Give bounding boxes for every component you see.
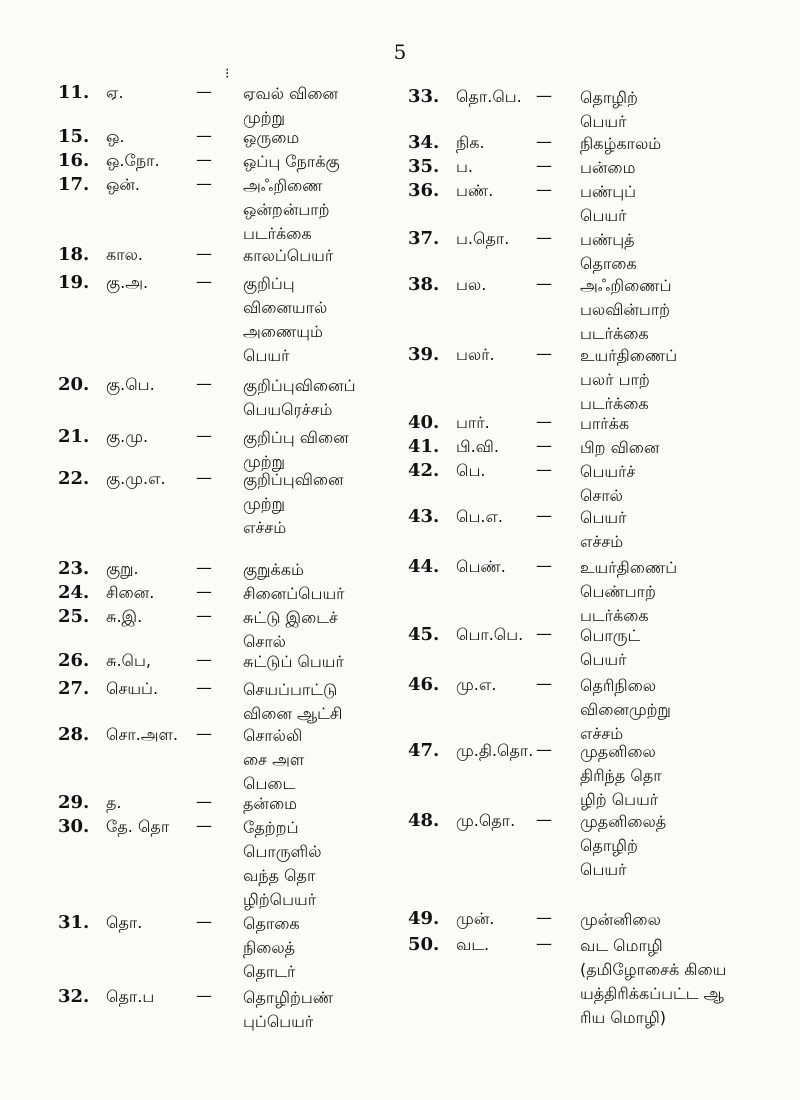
entry-abbreviation: தொ.பெ. (456, 87, 522, 106)
meaning-line: பெயர் (580, 206, 627, 225)
meaning-line: எச்சம் (243, 518, 287, 537)
entry-number: 18. (58, 244, 90, 265)
meaning-line: ழிற் பெயர் (580, 790, 659, 809)
entry-number: 40. (408, 412, 440, 433)
entry-dash: — (536, 934, 552, 953)
meaning-line: செயப்பாட்டு (243, 680, 338, 699)
entry-meaning (243, 126, 299, 150)
meaning-line: பெயர் (580, 112, 627, 131)
meaning-line: பெயர் (580, 508, 627, 527)
entry-meaning (580, 556, 677, 628)
meaning-line: அஃறிணைப் (580, 276, 672, 295)
entry-meaning (580, 934, 726, 1030)
entry-meaning (580, 624, 640, 672)
meaning-line: பெயர் (243, 346, 290, 365)
entry-dash: — (536, 436, 552, 455)
entry-abbreviation: கு.அ. (106, 273, 149, 292)
entry-abbreviation: சொ.அள. (106, 725, 179, 744)
meaning-line: வினையால் (243, 298, 328, 317)
meaning-line: வினை ஆட்சி (243, 704, 343, 723)
meaning-line: நிலைத் (243, 938, 296, 957)
entry-meaning (580, 436, 659, 460)
entry-abbreviation: பெ.எ. (456, 507, 504, 526)
entry-number: 11. (58, 82, 90, 103)
entry-number: 22. (58, 468, 90, 489)
entry-abbreviation: ஏ. (106, 83, 124, 102)
meaning-line: தொழிற்பண் (243, 988, 334, 1007)
entry-meaning (580, 506, 626, 554)
entry-dash: — (536, 624, 552, 643)
meaning-line: தொகை (243, 914, 300, 933)
entry-meaning (243, 912, 300, 984)
meaning-line: படர்க்கை (580, 394, 649, 413)
meaning-line: பண்புப் (580, 182, 637, 201)
entry-meaning (243, 792, 297, 816)
entry-meaning (243, 174, 329, 246)
meaning-line: குறிப்பு வினை (243, 428, 349, 447)
bullet-mark: ⁝ (225, 66, 230, 82)
meaning-line: படர்க்கை (243, 224, 312, 243)
entry-abbreviation: த. (106, 793, 122, 812)
meaning-line: உயர்திணைப் (580, 558, 678, 577)
meaning-line: தேற்றப் (243, 818, 299, 837)
entry-dash: — (536, 132, 552, 151)
entry-abbreviation: மு.எ. (456, 675, 497, 694)
entry-meaning (243, 82, 338, 130)
entry-dash: — (196, 816, 212, 835)
entry-number: 21. (58, 426, 90, 447)
entry-abbreviation: கு.மு. (106, 427, 149, 446)
entry-dash: — (536, 674, 552, 693)
entry-meaning (243, 816, 322, 912)
meaning-line: தொகை (580, 254, 637, 273)
entry-dash: — (536, 556, 552, 575)
entry-meaning (580, 228, 637, 276)
entry-abbreviation: தே. தொ (106, 817, 170, 836)
entry-dash: — (536, 274, 552, 293)
entry-meaning (580, 908, 661, 932)
entry-dash: — (536, 156, 552, 175)
entry-abbreviation: ப.தொ. (456, 229, 510, 248)
entry-number: 25. (58, 606, 90, 627)
entry-abbreviation: தொ. (106, 913, 143, 932)
meaning-line: பண்புத் (580, 230, 635, 249)
meaning-line: வட மொழி (580, 936, 663, 955)
page-number: 5 (393, 40, 407, 64)
entry-abbreviation: பலர். (456, 345, 495, 364)
entry-abbreviation: கால. (106, 245, 143, 264)
entry-meaning (580, 674, 671, 746)
meaning-line: பொருட் (580, 626, 641, 645)
entry-abbreviation: மு.தொ. (456, 811, 516, 830)
entry-number: 34. (408, 132, 440, 153)
entry-meaning (243, 244, 333, 268)
entry-abbreviation: மு.தி.தொ. (456, 741, 534, 760)
entry-abbreviation: பண். (456, 181, 494, 200)
entry-dash: — (536, 344, 552, 363)
entry-dash: — (196, 174, 212, 193)
entry-number: 42. (408, 460, 440, 481)
meaning-line: சுட்டுப் பெயர் (243, 652, 344, 671)
entry-dash: — (536, 460, 552, 479)
entry-abbreviation: ஒ. (106, 127, 125, 146)
meaning-line: பெயர் (580, 860, 627, 879)
entry-number: 24. (58, 582, 90, 603)
entry-number: 19. (58, 272, 90, 293)
meaning-line: படர்க்கை (580, 606, 649, 625)
meaning-line: தொழிற் (580, 836, 638, 855)
meaning-line: ழிற்பெயர் (243, 890, 317, 909)
meaning-line: ஒருமை (243, 128, 300, 147)
entry-meaning (243, 582, 345, 606)
entry-meaning (580, 460, 635, 508)
meaning-line: அஃறிணை (243, 176, 323, 195)
meaning-line: பிற வினை (580, 438, 660, 457)
entry-number: 39. (408, 344, 440, 365)
entry-meaning (243, 606, 338, 654)
entry-dash: — (196, 650, 212, 669)
entry-abbreviation: ப. (456, 157, 473, 176)
entry-dash: — (196, 558, 212, 577)
entry-number: 32. (58, 986, 90, 1007)
meaning-line: புப்பெயர் (243, 1012, 314, 1031)
entry-abbreviation: வட. (456, 935, 490, 954)
entry-abbreviation: செயப். (106, 679, 159, 698)
entry-number: 26. (58, 650, 90, 671)
entry-abbreviation: தொ.ப (106, 987, 155, 1006)
entry-dash: — (196, 374, 212, 393)
entry-meaning (580, 740, 662, 812)
meaning-line: தொடர் (243, 962, 296, 981)
meaning-line: சை அள (243, 750, 305, 769)
entry-dash: — (196, 244, 212, 263)
entry-dash: — (196, 792, 212, 811)
entry-dash: — (196, 678, 212, 697)
entry-number: 27. (58, 678, 90, 699)
entry-number: 29. (58, 792, 90, 813)
meaning-line: முற்று (243, 494, 286, 513)
entry-number: 43. (408, 506, 440, 527)
meaning-line: சினைப்பெயர் (243, 584, 345, 603)
entry-dash: — (536, 908, 552, 927)
entry-number: 38. (408, 274, 440, 295)
meaning-line: தன்மை (243, 794, 297, 813)
meaning-line: பெயர்ச் (580, 462, 636, 481)
entry-meaning (243, 986, 333, 1034)
entry-abbreviation: சு.பெ, (106, 651, 151, 670)
entry-dash: — (536, 506, 552, 525)
meaning-line: பெயரெச்சம் (243, 400, 333, 419)
entry-dash: — (196, 426, 212, 445)
entry-dash: — (196, 912, 212, 931)
entry-abbreviation: பெ. (456, 461, 486, 480)
meaning-line: பலவின்பாற் (580, 300, 671, 319)
meaning-line: திரிந்த தொ (580, 766, 662, 785)
entry-dash: — (196, 606, 212, 625)
entry-meaning (580, 344, 677, 416)
entry-number: 23. (58, 558, 90, 579)
entry-number: 15. (58, 126, 90, 147)
entry-meaning (580, 274, 672, 346)
entry-number: 36. (408, 180, 440, 201)
meaning-line: அணையும் (243, 322, 323, 341)
entry-number: 49. (408, 908, 440, 929)
entry-number: 16. (58, 150, 90, 171)
meaning-line: பெயர் (580, 650, 627, 669)
entry-number: 35. (408, 156, 440, 177)
meaning-line: தெரிநிலை (580, 676, 657, 695)
entry-dash: — (196, 582, 212, 601)
meaning-line: (தமிழோசைக் கியை (580, 960, 727, 979)
entry-meaning (580, 412, 629, 436)
entry-meaning (243, 558, 304, 582)
entry-dash: — (536, 228, 552, 247)
meaning-line: பொருளில் (243, 842, 322, 861)
entry-abbreviation: சினை. (106, 583, 155, 602)
entry-number: 37. (408, 228, 440, 249)
entry-abbreviation: பல. (456, 275, 487, 294)
entry-abbreviation: முன். (456, 909, 495, 928)
entry-dash: — (196, 150, 212, 169)
meaning-line: முற்று (243, 108, 286, 127)
entry-number: 33. (408, 86, 440, 107)
entry-meaning (580, 810, 666, 882)
meaning-line: பார்க்க (580, 414, 630, 433)
meaning-line: எச்சம் (580, 724, 624, 743)
entry-number: 45. (408, 624, 440, 645)
meaning-line: முதனிலைத் (580, 812, 667, 831)
entry-number: 46. (408, 674, 440, 695)
entry-abbreviation: பெண். (456, 557, 506, 576)
entry-dash: — (196, 724, 212, 743)
entry-number: 30. (58, 816, 90, 837)
meaning-line: ஒப்பு நோக்கு (243, 152, 340, 171)
entry-dash: — (536, 412, 552, 431)
entry-dash: — (196, 272, 212, 291)
meaning-line: சுட்டு இடைச் (243, 608, 338, 627)
meaning-line: காலப்பெயர் (243, 246, 334, 265)
entry-abbreviation: சு.இ. (106, 607, 143, 626)
entry-dash: — (536, 180, 552, 199)
entry-dash: — (196, 126, 212, 145)
meaning-line: முதனிலை (580, 742, 656, 761)
meaning-line: குறுக்கம் (243, 560, 304, 579)
meaning-line: பன்மை (580, 158, 636, 177)
entry-number: 20. (58, 374, 90, 395)
entry-meaning (243, 426, 349, 474)
entry-number: 47. (408, 740, 440, 761)
entry-abbreviation: கு.பெ. (106, 375, 155, 394)
entry-meaning (580, 132, 661, 156)
meaning-line: குறிப்புவினைப் (243, 376, 356, 395)
entry-meaning (580, 180, 636, 228)
entry-abbreviation: ஒன். (106, 175, 141, 194)
entry-abbreviation: நிக. (456, 133, 485, 152)
entry-meaning (580, 156, 635, 180)
entry-number: 50. (408, 934, 440, 955)
entry-dash: — (196, 986, 212, 1005)
meaning-line: பலர் பாற் (580, 370, 650, 389)
entry-meaning (243, 678, 342, 726)
entry-dash: — (536, 810, 552, 829)
entry-dash: — (536, 740, 552, 759)
meaning-line: முற்று (243, 452, 286, 471)
entry-dash: — (536, 86, 552, 105)
meaning-line: படர்க்கை (580, 324, 649, 343)
entry-dash: — (196, 82, 212, 101)
meaning-line: ஒன்றன்பாற் (243, 200, 330, 219)
meaning-line: எச்சம் (580, 532, 624, 551)
entry-meaning (243, 724, 304, 796)
meaning-line: சொல் (580, 486, 623, 505)
entry-abbreviation: பார். (456, 413, 490, 432)
entry-number: 44. (408, 556, 440, 577)
entry-number: 41. (408, 436, 440, 457)
meaning-line: சொல் (243, 632, 286, 651)
meaning-line: வந்த தொ (243, 866, 316, 885)
entry-abbreviation: ஒ.நோ. (106, 151, 160, 170)
meaning-line: குறிப்பு (243, 274, 295, 293)
entry-dash: — (196, 468, 212, 487)
meaning-line: ரிய மொழி) (580, 1008, 666, 1027)
entry-number: 28. (58, 724, 90, 745)
meaning-line: ஏவல் வினை (243, 84, 338, 103)
entry-meaning (243, 468, 344, 540)
entry-meaning (243, 650, 344, 674)
meaning-line: பெடை (243, 774, 296, 793)
entry-meaning (243, 150, 340, 174)
entry-meaning (243, 374, 355, 422)
meaning-line: முன்னிலை (580, 910, 661, 929)
meaning-line: தொழிற் (580, 88, 638, 107)
meaning-line: பெண்பாற் (580, 582, 656, 601)
entry-number: 31. (58, 912, 90, 933)
meaning-line: யத்திரிக்கப்பட்ட ஆ (580, 984, 724, 1003)
entry-abbreviation: பொ.பெ. (456, 625, 524, 644)
meaning-line: சொல்லி (243, 726, 303, 745)
entry-abbreviation: பி.வி. (456, 437, 499, 456)
meaning-line: குறிப்புவினை (243, 470, 344, 489)
meaning-line: நிகழ்காலம் (580, 134, 662, 153)
meaning-line: உயர்திணைப் (580, 346, 678, 365)
entry-meaning (243, 272, 327, 368)
entry-abbreviation: குறு. (106, 559, 139, 578)
meaning-line: வினைமுற்று (580, 700, 671, 719)
entry-number: 48. (408, 810, 440, 831)
entry-number: 17. (58, 174, 90, 195)
entry-meaning (580, 86, 638, 134)
entry-abbreviation: கு.மு.எ. (106, 469, 166, 488)
